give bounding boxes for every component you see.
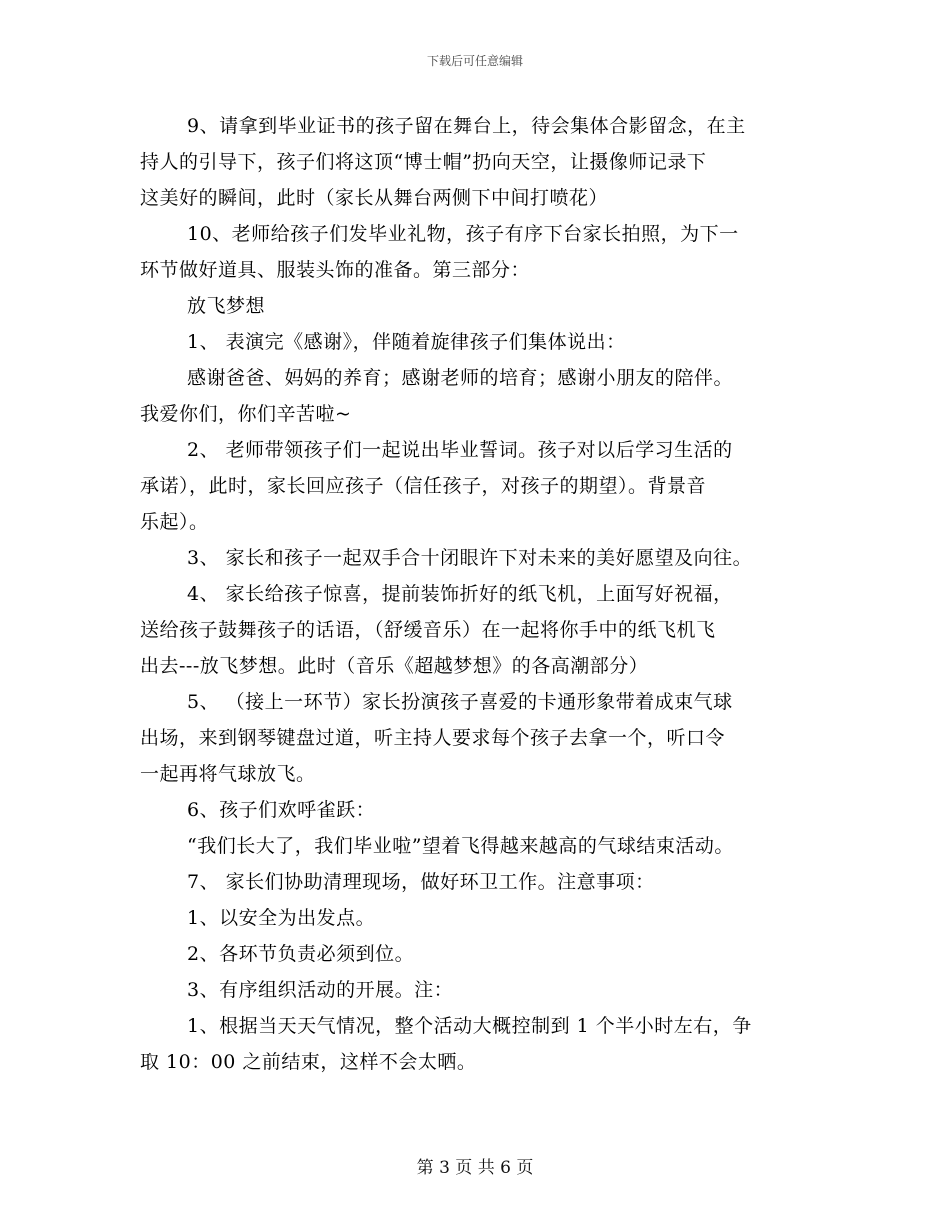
text-line: 1、以安全为出发点。 <box>187 907 376 929</box>
text-line: 5、 （接上一环节）家长扮演孩子喜爱的卡通形象带着成束气球 <box>187 691 733 713</box>
page-footer: 第 3 页 共 6 页 <box>416 1158 534 1178</box>
text-line: 取 10：00 之前结束，这样不会太晒。 <box>140 1051 477 1073</box>
text-line: 3、 家长和孩子一起双手合十闭眼许下对未来的美好愿望及向往。 <box>187 547 753 569</box>
text-line: 出场，来到钢琴键盘过道，听主持人要求每个孩子去拿一个，听口令 <box>140 727 726 749</box>
page-header: 下载后可任意编辑 <box>426 54 523 68</box>
text-line: 承诺），此时，家长回应孩子（信任孩子，对孩子的期望）。背景音 <box>140 475 707 497</box>
text-line: 持人的引导下，孩子们将这顶“博士帽”扔向天空，让摄像师记录下 <box>140 151 707 173</box>
text-line: 环节做好道具、服装头饰的准备。第三部分： <box>140 259 531 281</box>
text-line: 我爱你们，你们辛苦啦~ <box>140 403 352 425</box>
document-body <box>140 108 820 1080</box>
text-line: 1、 表演完《感谢》，伴随着旋律孩子们集体说出： <box>187 331 626 353</box>
text-line: 放飞梦想 <box>187 295 266 317</box>
text-line: 感谢爸爸、妈妈的养育；感谢老师的培育；感谢小朋友的陪伴。 <box>187 367 734 389</box>
text-line: 7、 家长们协助清理现场，做好环卫工作。注意事项： <box>187 871 655 893</box>
text-line: 出去---放飞梦想。此时（音乐《超越梦想》的各高潮部分） <box>140 655 649 677</box>
text-line: 乐起）。 <box>140 511 209 533</box>
text-line: 3、有序组织活动的开展。注： <box>187 979 454 1001</box>
text-line: 6、孩子们欢呼雀跃： <box>187 799 376 821</box>
text-line: 2、 老师带领孩子们一起说出毕业誓词。孩子对以后学习生活的 <box>187 439 733 461</box>
text-line: “我们长大了，我们毕业啦”望着飞得越来越高的气球结束活动。 <box>187 835 734 857</box>
text-line: 2、各环节负责必须到位。 <box>187 943 415 965</box>
text-line: 9、请拿到毕业证书的孩子留在舞台上，待会集体合影留念，在主 <box>187 115 746 137</box>
text-line: 一起再将气球放飞。 <box>140 763 316 785</box>
text-line: 送给孩子鼓舞孩子的话语，（舒缓音乐）在一起将你手中的纸飞机飞 <box>140 619 716 641</box>
text-line: 10、老师给孩子们发毕业礼物，孩子有序下台家长拍照，为下一 <box>187 223 739 245</box>
text-line: 1、根据当天天气情况，整个活动大概控制到 1 个半小时左右，争 <box>187 1015 752 1037</box>
text-line: 这美好的瞬间，此时（家长从舞台两侧下中间打喷花） <box>140 187 609 209</box>
text-line: 4、 家长给孩子惊喜，提前装饰折好的纸飞机，上面写好祝福， <box>187 583 733 605</box>
